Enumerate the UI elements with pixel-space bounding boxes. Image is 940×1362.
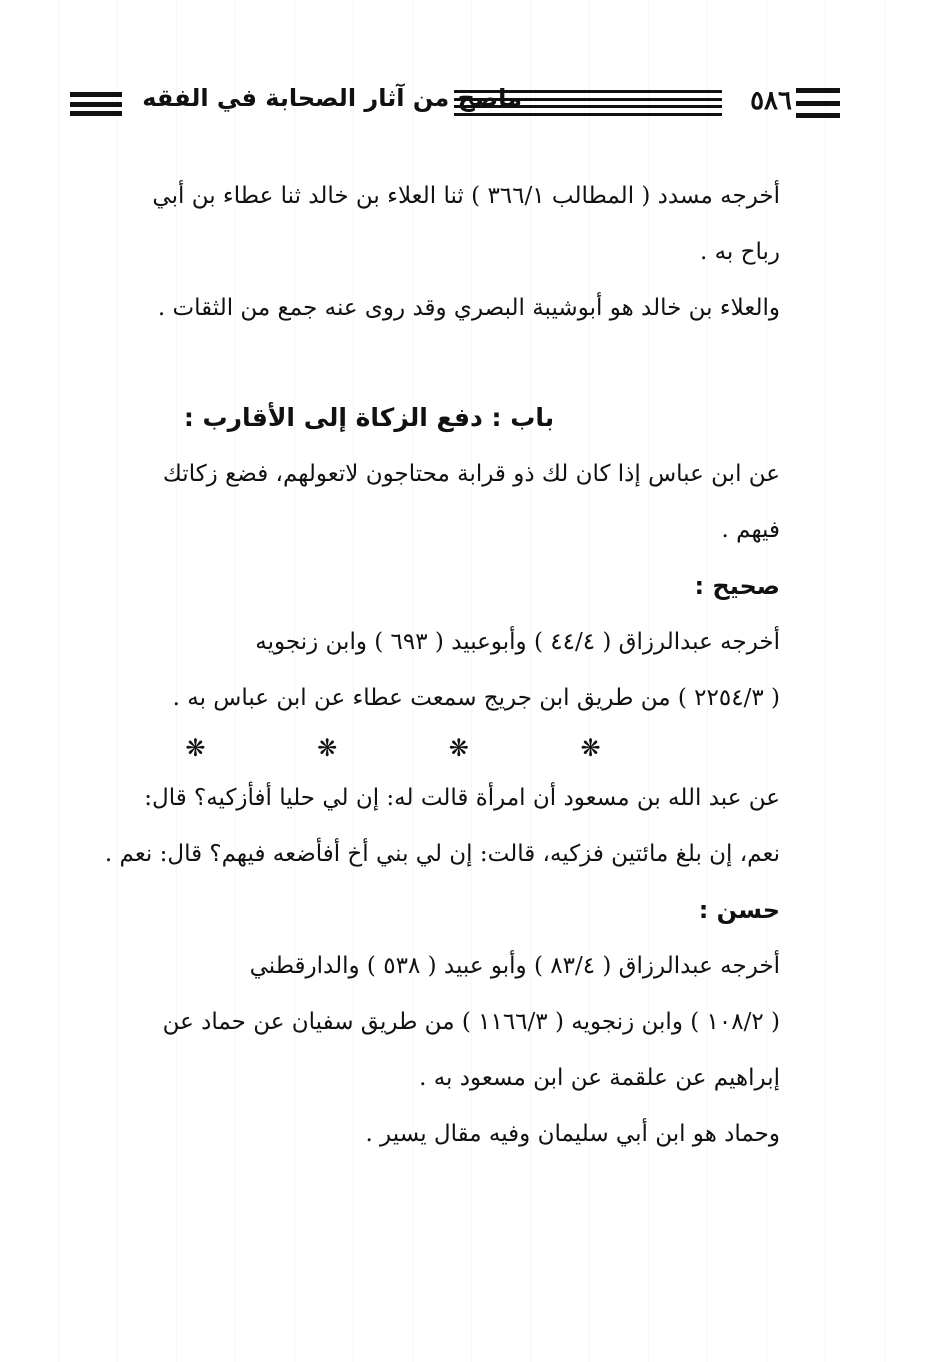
spacer xyxy=(78,336,780,376)
grade-label: صحيح : xyxy=(694,572,780,600)
text-line: رباح به . xyxy=(699,239,780,265)
section-separator: ❋ ❋ ❋ ❋ xyxy=(185,734,653,762)
grade-label: حسن : xyxy=(698,896,780,924)
text-line: والعلاء بن خالد هو أبوشيبة البصري وقد روى عنه جمع من الثقات . xyxy=(157,295,780,321)
header-rule-left xyxy=(70,92,122,116)
page-number: ٥٨٦ xyxy=(750,86,792,116)
running-title: ماصح من آثار الصحابة في الفقه xyxy=(142,84,522,112)
page-header xyxy=(70,84,840,124)
text-line: نعم، إن بلغ مائتين فزكيه، قالت: إن لي بني أخ أفأضعه فيهم؟ قال: نعم . xyxy=(104,841,780,867)
text-line: وحماد هو ابن أبي سليمان وفيه مقال يسير . xyxy=(365,1121,780,1147)
text-line: عن عبد الله بن مسعود أن امرأة قالت له: إن لي حليا أفأزكيه؟ قال: xyxy=(144,785,780,811)
text-line: ( ١٠٨/٢ ) وابن زنجويه ( ١١٦٦/٣ ) من طريق سفيان عن حماد عن xyxy=(162,1009,780,1035)
header-rule-right xyxy=(796,88,840,118)
text-line: إبراهيم عن علقمة عن ابن مسعود به . xyxy=(419,1065,780,1091)
page-body xyxy=(78,168,780,1162)
text-line: عن ابن عباس إذا كان لك ذو قرابة محتاجون لاتعولهم، فضع زكاتك xyxy=(162,461,780,487)
chapter-heading: باب : دفع الزكاة إلى الأقارب : xyxy=(183,403,555,432)
text-line: أخرجه عبدالرزاق ( ٤٤/٤ ) وأبوعبيد ( ٦٩٣ ) وابن زنجويه xyxy=(255,629,780,655)
text-line: ( ٢٢٥٤/٣ ) من طريق ابن جريج سمعت عطاء عن ابن عباس به . xyxy=(172,685,780,711)
text-line: أخرجه عبدالرزاق ( ٨٣/٤ ) وأبو عبيد ( ٥٣٨ ) والدارقطني xyxy=(249,953,780,979)
text-line: فيهم . xyxy=(721,517,780,543)
text-line: أخرجه مسدد ( المطالب ٣٦٦/١ ) ثنا العلاء بن خالد ثنا عطاء بن أبي xyxy=(152,183,780,209)
